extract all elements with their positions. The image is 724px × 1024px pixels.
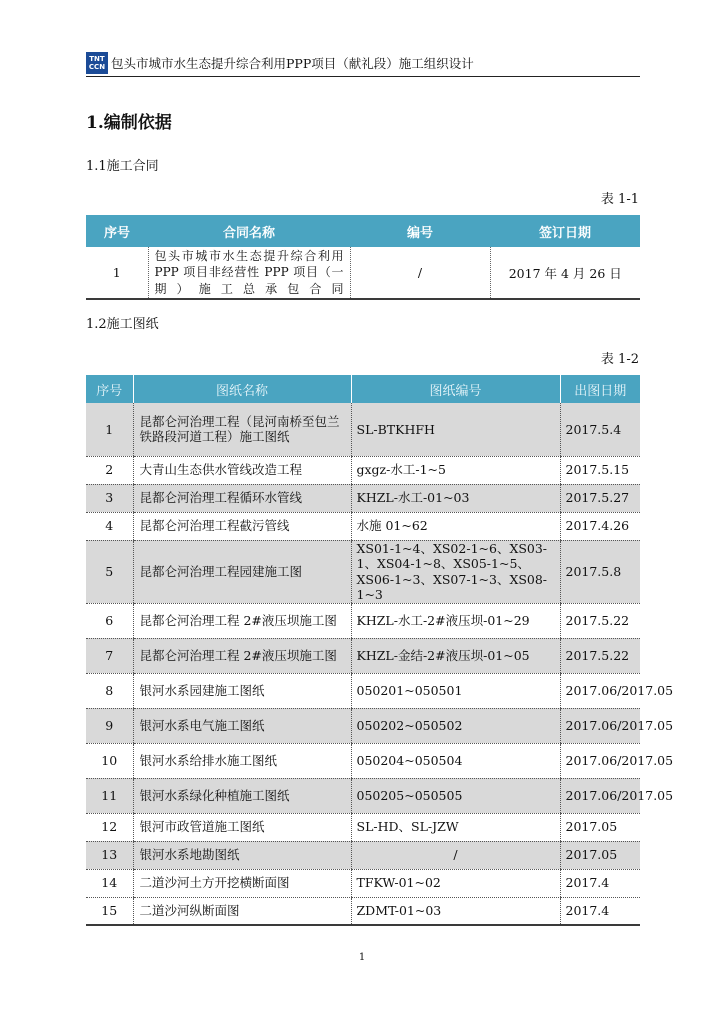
table-row xyxy=(86,638,640,673)
drawing-name: 银河水系园建施工图纸 xyxy=(133,673,351,708)
drawing-name: 二道沙河纵断面图 xyxy=(133,897,351,925)
table-1-2-caption: 表 1-2 xyxy=(600,352,639,367)
table-row xyxy=(86,456,640,484)
row-number: 9 xyxy=(86,708,133,743)
drawing-code: KHZL-水工-01~03 xyxy=(351,484,560,512)
column-header: 图纸名称 xyxy=(133,375,351,403)
contract-table xyxy=(86,215,640,300)
header-title: 包头市城市水生态提升综合利用PPP项目（献礼段）施工组织设计 xyxy=(111,56,474,71)
table-row xyxy=(86,673,640,708)
column-header: 序号 xyxy=(86,375,133,403)
drawing-code: SL-BTKHFH xyxy=(351,403,560,456)
drawing-name: 银河水系绿化种植施工图纸 xyxy=(133,778,351,813)
column-header: 编号 xyxy=(350,215,490,247)
page-number: 1 xyxy=(358,952,366,963)
column-header: 图纸编号 xyxy=(351,375,560,403)
table-row xyxy=(86,512,640,540)
column-header: 出图日期 xyxy=(560,375,640,403)
drawing-name: 昆都仑河治理工程循环水管线 xyxy=(133,484,351,512)
table-row xyxy=(86,869,640,897)
drawing-name: 昆都仑河治理工程（昆河南桥至包兰铁路段河道工程）施工图纸 xyxy=(133,403,351,456)
drawing-code: 050205~050505 xyxy=(351,778,560,813)
drawing-code: / xyxy=(351,841,560,869)
drawing-code: KHZL-水工-2#液压坝-01~29 xyxy=(351,603,560,638)
issue-date: 2017.5.8 xyxy=(560,540,640,603)
drawing-code: KHZL-金结-2#液压坝-01~05 xyxy=(351,638,560,673)
issue-date: 2017.06/2017.05 xyxy=(560,673,640,708)
issue-date: 2017.06/2017.05 xyxy=(560,743,640,778)
table-row xyxy=(86,708,640,743)
issue-date: 2017.5.15 xyxy=(560,456,640,484)
drawing-code: gxgz-水工-1~5 xyxy=(351,456,560,484)
drawing-code: TFKW-01~02 xyxy=(351,869,560,897)
drawing-name: 昆都仑河治理工程 2#液压坝施工图 xyxy=(133,638,351,673)
drawing-name: 银河水系给排水施工图纸 xyxy=(133,743,351,778)
issue-date: 2017.4 xyxy=(560,869,640,897)
drawings-table xyxy=(86,375,674,926)
table-row xyxy=(86,743,640,778)
table-row xyxy=(86,778,640,813)
issue-date: 2017.5.4 xyxy=(560,403,640,456)
drawing-code: 050204~050504 xyxy=(351,743,560,778)
page-header xyxy=(86,50,640,77)
drawing-name: 昆都仑河治理工程截污管线 xyxy=(133,512,351,540)
drawing-code: 050201~050501 xyxy=(351,673,560,708)
row-number: 1 xyxy=(86,247,148,299)
section-1-2-title: 1.2施工图纸 xyxy=(86,317,159,332)
table-row xyxy=(86,403,640,456)
table-row xyxy=(86,247,640,299)
row-number: 5 xyxy=(86,540,133,603)
issue-date: 2017.4.26 xyxy=(560,512,640,540)
issue-date: 2017.5.22 xyxy=(560,638,640,673)
section-1-1-title: 1.1施工合同 xyxy=(86,159,159,174)
contract-name: 包头市城市水生态提升综合利用 PPP 项目非经营性 PPP 项目（一期）施工总承包合同 xyxy=(148,247,350,299)
column-header: 合同名称 xyxy=(148,215,350,247)
row-number: 14 xyxy=(86,869,133,897)
column-header: 签订日期 xyxy=(490,215,640,247)
issue-date: 2017.06/2017.05 xyxy=(560,708,640,743)
contract-code: / xyxy=(350,247,490,299)
table-row xyxy=(86,841,640,869)
table-1-1-caption: 表 1-1 xyxy=(600,192,639,207)
drawing-code: SL-HD、SL-JZW xyxy=(351,813,560,841)
row-number: 13 xyxy=(86,841,133,869)
row-number: 2 xyxy=(86,456,133,484)
drawing-name: 大青山生态供水管线改造工程 xyxy=(133,456,351,484)
issue-date: 2017.5.27 xyxy=(560,484,640,512)
company-logo: TNT CCN xyxy=(86,52,108,74)
row-number: 7 xyxy=(86,638,133,673)
issue-date: 2017.5.22 xyxy=(560,603,640,638)
table-header-row xyxy=(86,375,640,403)
issue-date: 2017.05 xyxy=(560,813,640,841)
section-1-title: 1.编制依据 xyxy=(86,113,172,133)
issue-date: 2017.4 xyxy=(560,897,640,925)
drawing-name: 二道沙河土方开挖横断面图 xyxy=(133,869,351,897)
table-row xyxy=(86,897,640,925)
row-number: 12 xyxy=(86,813,133,841)
row-number: 4 xyxy=(86,512,133,540)
table-header-row xyxy=(86,215,640,247)
table-row xyxy=(86,813,640,841)
column-header: 序号 xyxy=(86,215,148,247)
issue-date: 2017.06/2017.05 xyxy=(560,778,640,813)
drawing-code: XS01-1~4、XS02-1~6、XS03-1、XS04-1~8、XS05-1~5、XS06-1~3、XS07-1~3、XS08-1~3 xyxy=(351,540,560,603)
row-number: 6 xyxy=(86,603,133,638)
row-number: 1 xyxy=(86,403,133,456)
issue-date: 2017.05 xyxy=(560,841,640,869)
row-number: 15 xyxy=(86,897,133,925)
table-row xyxy=(86,540,640,603)
row-number: 11 xyxy=(86,778,133,813)
drawing-name: 昆都仑河治理工程 2#液压坝施工图 xyxy=(133,603,351,638)
sign-date: 2017 年 4 月 26 日 xyxy=(490,247,640,299)
row-number: 8 xyxy=(86,673,133,708)
drawing-code: 水施 01~62 xyxy=(351,512,560,540)
drawing-name: 昆都仑河治理工程园建施工图 xyxy=(133,540,351,603)
row-number: 3 xyxy=(86,484,133,512)
drawing-code: 050202~050502 xyxy=(351,708,560,743)
table-row xyxy=(86,603,640,638)
table-row xyxy=(86,484,640,512)
drawing-name: 银河市政管道施工图纸 xyxy=(133,813,351,841)
drawing-name: 银河水系电气施工图纸 xyxy=(133,708,351,743)
drawing-code: ZDMT-01~03 xyxy=(351,897,560,925)
row-number: 10 xyxy=(86,743,133,778)
drawing-name: 银河水系地勘图纸 xyxy=(133,841,351,869)
